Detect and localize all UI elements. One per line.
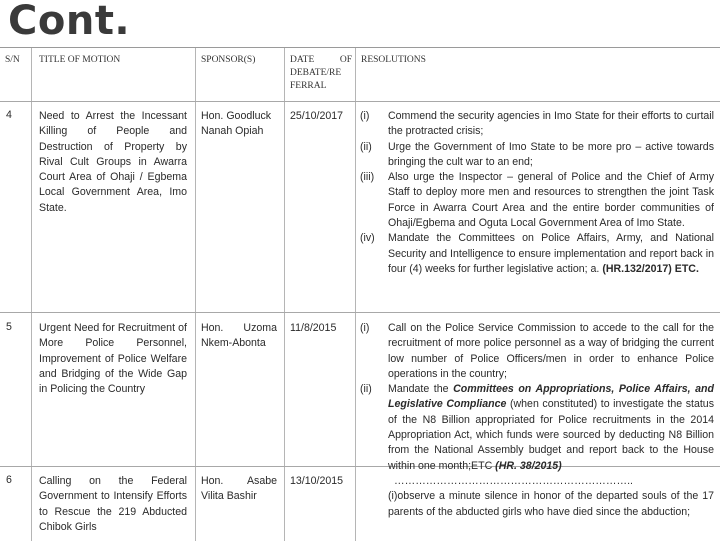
header-date: DATE OF DEBATE/RE FERRAL [290,55,352,91]
column-divider [355,48,356,541]
resolution-item: (i) Call on the Police Service Commission to accede to the call for the recruitment of more police personnel as a way of bridging the current low number of Police Officers/men in order to enhance Police operations in the country; [360,322,714,380]
motion-title: Need to Arrest the Incessant Killing of People and Destruction of Property by Rival Cult Groups in Awarra Court Area of Ohaji / Egbema Local Government Area, Imo State. [39,110,187,214]
column-divider [284,48,285,541]
row-divider [0,101,720,102]
dotted-leader: ………………………………………………………….. [394,475,633,487]
motion-date: 13/10/2015 [290,475,344,487]
motion-sponsor: Hon. Goodluck Nanah Opiah [201,110,272,138]
resolutions-list [360,321,714,474]
resolutions-list [360,474,714,520]
header-sponsor: SPONSOR(S) [201,55,256,65]
resolution-item: (i)observe a minute silence in honor of the departed souls of the 17 parents of the abducted girls who have died since the abduction; [388,490,714,518]
slide-title: Cont. [8,0,131,44]
row-sn: 6 [6,474,12,486]
header-title: TITLE OF MOTION [39,55,121,65]
row-sn: 4 [6,109,12,121]
header-resolutions: RESOLUTIONS [361,55,426,65]
motion-date: 11/8/2015 [290,322,337,334]
resolution-item: (i) Commend the security agencies in Imo State for their efforts to curtail the protracted crisis; [360,110,714,138]
row-divider [0,312,720,313]
resolution-item: (iii) Also urge the Inspector – general of Police and the Chief of Army Staff to deploy more men and resources to strengthen the joint Task Force in Awarra Court Area and the entire border communities of Ohaji/Egbema and Oguta Local Government Area of Imo State. [360,171,714,230]
motions-table [0,47,720,541]
column-divider [195,48,196,541]
row-sn: 5 [6,321,12,333]
motion-title: Urgent Need for Recruitment of More Police Personnel, Improvement of Police Welfare and Bridging of the Wide Gap in Policing the Country [39,322,187,396]
resolution-item: (ii) Urge the Government of Imo State to be more pro – active towards bringing the cult war to an end; [360,140,714,168]
resolution-item: (iv) Mandate the Committees on Police Affairs, Army, and National Security and Intelligence to ensure implementation and report back in four (4) weeks for further legislative action; a. (HR.132/2017) ETC. [360,232,714,275]
motion-sponsor: Hon. Asabe Vilita Bashir [201,475,277,503]
motion-sponsor: Hon. Uzoma Nkem-Abonta [201,322,277,350]
header-sn: S/N [5,55,20,65]
resolution-item: (ii) Mandate the Committees on Appropriations, Police Affairs, and Legislative Compliance (when constituted) to investigate the status of the N8 Billion appropriated for Police recruitments in the 2014 Appropriation Act, which funds were sourced by deducting N8 Billion from the National Assembly budget and report back to the House within one month;ETC (HR. 38/2015) [360,383,714,472]
resolutions-list [360,109,714,277]
motion-date: 25/10/2017 [290,110,344,122]
column-divider [31,48,32,541]
motion-title: Calling on the Federal Government to Intensify Efforts to Rescue the 219 Abducted Chibok Girls [39,475,187,533]
